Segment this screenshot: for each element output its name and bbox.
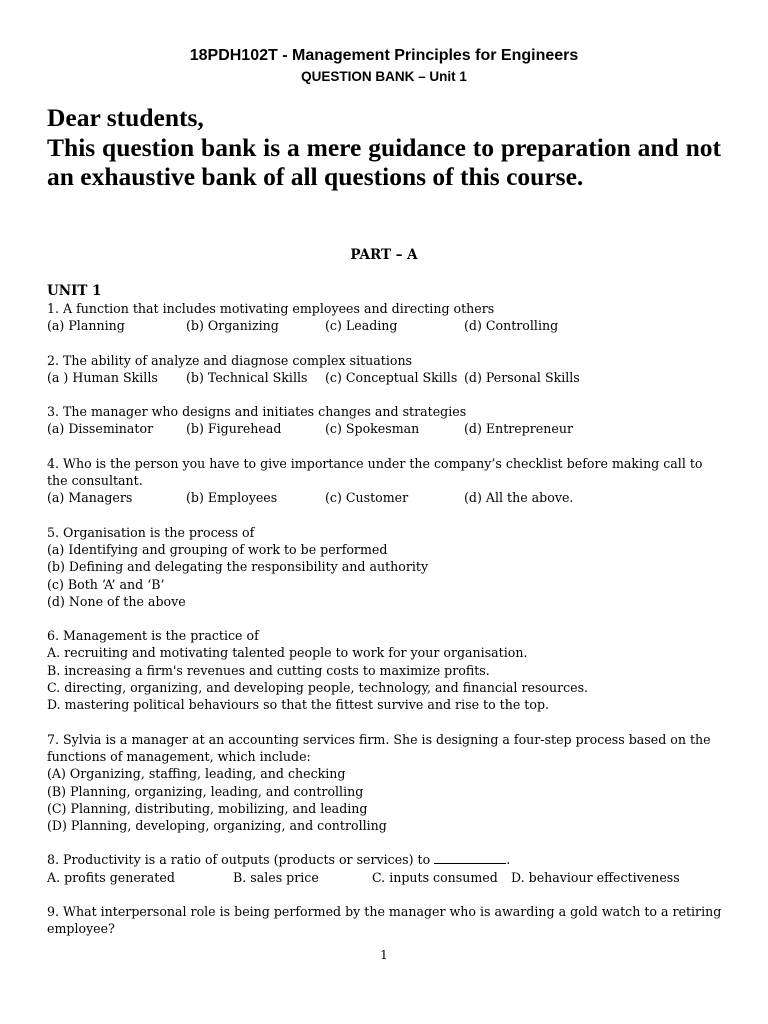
- question-text: 6. Management is the practice of: [47, 628, 259, 644]
- option-c: C. directing, organizing, and developing people, technology, and financial resources.: [47, 680, 589, 696]
- question-2: [47, 352, 727, 387]
- option-b: (b) Defining and delegating the responsibility and authority: [47, 559, 429, 575]
- question-text: 9. What interpersonal role is being performed by the manager who is awarding a gold watch to a retiring employee?: [47, 904, 722, 937]
- question-1: [47, 300, 727, 335]
- intro-note: [47, 103, 721, 192]
- option-a: (a) Managers: [47, 490, 133, 506]
- question-6: [47, 627, 727, 713]
- option-d: D. mastering political behaviours so that the fittest survive and rise to the top.: [47, 697, 550, 713]
- question-bank-subtitle: QUESTION BANK – Unit 1: [301, 69, 467, 84]
- option-b: (b) Organizing: [186, 318, 279, 334]
- option-b: B. increasing a firm's revenues and cutting costs to maximize profits.: [47, 662, 490, 678]
- option-b: (b) Technical Skills: [186, 369, 308, 385]
- question-text: 2. The ability of analyze and diagnose complex situations: [47, 352, 413, 368]
- option-c: (c) Conceptual Skills: [325, 369, 458, 385]
- option-d: (D) Planning, developing, organizing, and controlling: [47, 818, 387, 834]
- option-a: (a) Identifying and grouping of work to be performed: [47, 541, 388, 557]
- question-text-start: 8. Productivity is a ratio of outputs (products or services) to: [47, 852, 431, 868]
- options-row: [47, 369, 727, 386]
- options-row: [47, 489, 727, 506]
- option-a: (A) Organizing, staffing, leading, and checking: [47, 766, 346, 782]
- options-row: [47, 420, 727, 437]
- question-text: 3. The manager who designs and initiates changes and strategies: [47, 404, 467, 420]
- option-c: (c) Leading: [325, 318, 398, 334]
- question-text: 7. Sylvia is a manager at an accounting services firm. She is designing a four-step process based on the functions of management, which include:: [47, 731, 711, 764]
- option-a: (a) Disseminator: [47, 421, 154, 437]
- option-b: B. sales price: [233, 869, 319, 885]
- question-3: [47, 403, 727, 438]
- option-a: (a ) Human Skills: [47, 369, 158, 385]
- question-text: [47, 851, 727, 868]
- question-8: [47, 851, 727, 886]
- option-d: D. behaviour effectiveness: [511, 869, 680, 885]
- question-text-end: .: [506, 852, 511, 868]
- options-row: [47, 869, 727, 886]
- option-a: (a) Planning: [47, 318, 125, 334]
- option-d: (d) Personal Skills: [464, 369, 580, 385]
- question-4: [47, 455, 727, 507]
- intro-message: This question bank is a mere guidance to preparation and not an exhaustive bank of all questions of this course.: [47, 132, 721, 191]
- option-d: (d) Entrepreneur: [464, 421, 573, 437]
- unit-heading: UNIT 1: [47, 283, 102, 299]
- option-b: (B) Planning, organizing, leading, and controlling: [47, 783, 364, 799]
- options-row: [47, 317, 727, 334]
- option-d: (d) Controlling: [464, 318, 559, 334]
- question-9: [47, 903, 727, 938]
- page-number: 1: [380, 948, 388, 962]
- option-c: (C) Planning, distributing, mobilizing, and leading: [47, 800, 368, 816]
- option-a: A. profits generated: [47, 869, 175, 885]
- salutation: Dear students,: [47, 103, 204, 132]
- question-text: 4. Who is the person you have to give importance under the company’s checklist before making call to the consultant.: [47, 455, 703, 489]
- question-5: [47, 524, 727, 610]
- option-d: (d) All the above.: [464, 490, 574, 506]
- part-heading: PART – A: [350, 247, 418, 263]
- answer-blank: [434, 852, 506, 864]
- option-a: A. recruiting and motivating talented people to work for your organisation.: [47, 645, 528, 661]
- option-c: (c) Customer: [325, 490, 409, 506]
- course-title: 18PDH102T - Management Principles for Engineers: [189, 47, 579, 64]
- option-d: (d) None of the above: [47, 593, 186, 609]
- question-text: 5. Organisation is the process of: [47, 524, 255, 540]
- question-list: [47, 283, 727, 955]
- option-c: (c) Both ‘A’ and ‘B’: [47, 576, 165, 592]
- option-b: (b) Employees: [186, 490, 278, 506]
- question-text: 1. A function that includes motivating employees and directing others: [47, 301, 495, 316]
- question-7: [47, 731, 727, 835]
- option-c: C. inputs consumed: [372, 869, 498, 885]
- option-c: (c) Spokesman: [325, 421, 420, 437]
- option-b: (b) Figurehead: [186, 421, 282, 437]
